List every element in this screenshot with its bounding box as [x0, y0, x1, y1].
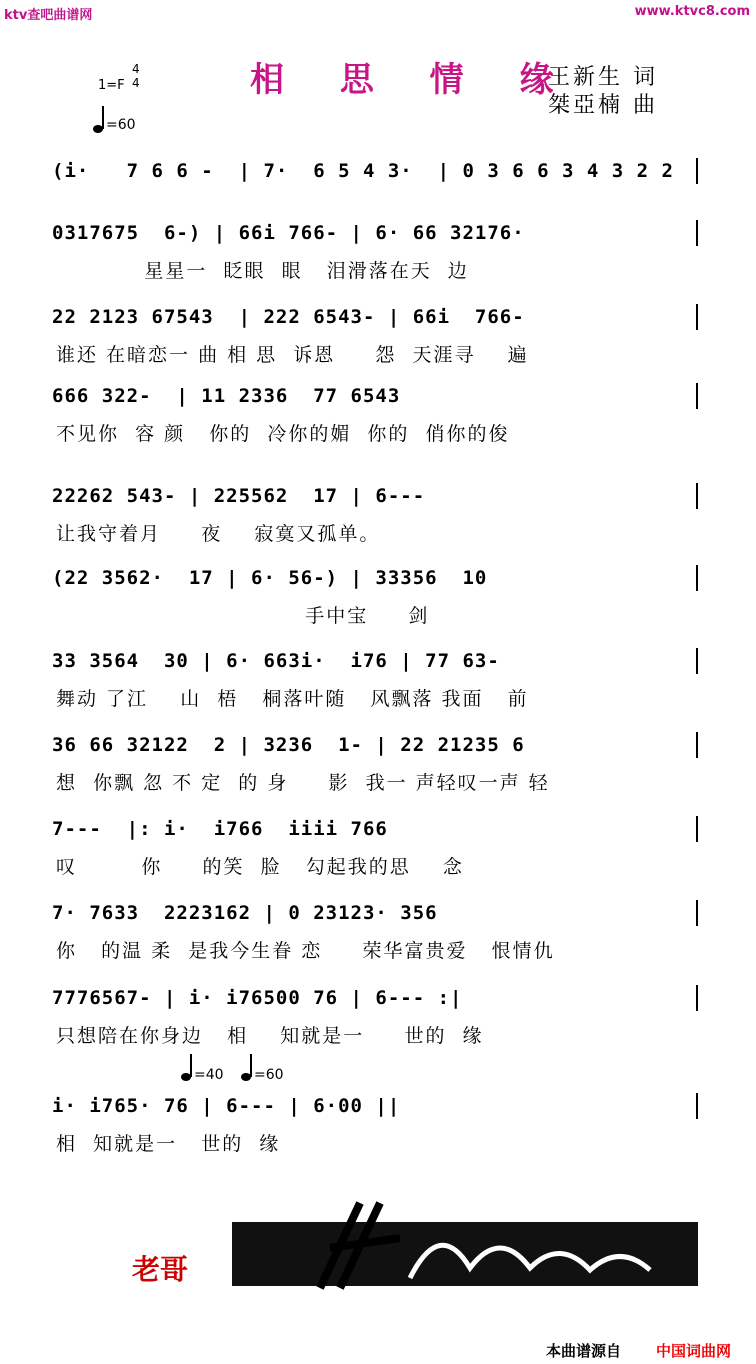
barline — [696, 483, 698, 509]
lyrics-line: 谁还 在暗恋一 曲 相 思 诉恩 怨 天涯寻 遍 — [56, 344, 529, 366]
barline — [696, 304, 698, 330]
tempo-return: =60 — [254, 1067, 284, 1083]
lyrics-line: 星星一 眨眼 眼 泪滑落在天 边 — [56, 260, 469, 282]
notes-line: 22262 543- | 225562 17 | 6--- — [52, 485, 426, 507]
tempo-slow: =40 — [194, 1067, 224, 1083]
watermark-left: ktv查吧曲谱网 — [4, 8, 93, 23]
barline — [696, 732, 698, 758]
notes-line: i· i765· 76 | 6--- | 6·00 || — [52, 1095, 401, 1117]
barline — [696, 648, 698, 674]
lyrics-line: 舞动 了江 山 梧 桐落叶随 风飘落 我面 前 — [56, 688, 529, 710]
tempo-marking: =60 — [106, 117, 136, 133]
barline — [696, 158, 698, 184]
quarter-note-icon — [240, 1052, 254, 1082]
lyrics-line: 想 你飘 忽 不 定 的 身 影 我一 声轻叹一声 轻 — [56, 772, 550, 794]
lyrics-line: 不见你 容 颜 你的 冷你的媚 你的 俏你的俊 — [56, 423, 510, 445]
lyrics-line: 只想陪在你身边 相 知就是一 世的 缘 — [56, 1025, 484, 1047]
lyricist-credit: 王新生 词 — [548, 65, 658, 90]
barline — [696, 220, 698, 246]
song-title: 相 思 情 缘 — [250, 60, 576, 100]
notes-line: 33 3564 30 | 6· 663i· i76 | 77 63- — [52, 650, 500, 672]
quarter-note-icon — [180, 1052, 194, 1082]
barline — [696, 985, 698, 1011]
notes-line: 7--- |: i· i766 iiii 766 — [52, 818, 388, 840]
signature-logo — [300, 1198, 680, 1312]
notes-line: 666 322- | 11 2336 77 6543 — [52, 385, 401, 407]
watermark-right: www.ktvc8.com — [634, 4, 750, 19]
key-signature: 1=F — [98, 78, 125, 93]
lyrics-line: 相 知就是一 世的 缘 — [56, 1133, 281, 1155]
lyrics-line: 让我守着月 夜 寂寞又孤单。 — [56, 523, 381, 545]
lyrics-line: 手中宝 剑 — [56, 605, 430, 627]
author-tag: 老哥 — [132, 1253, 189, 1286]
composer-credit: 桀亞楠 曲 — [548, 93, 658, 118]
time-sig-bottom: 4 — [132, 76, 140, 90]
quarter-note-icon — [92, 104, 106, 134]
barline — [696, 1093, 698, 1119]
notes-line: 36 66 32122 2 | 3236 1- | 22 21235 6 — [52, 734, 525, 756]
notes-line: 0317675 6-) | 66i 766- | 6· 66 32176· — [52, 222, 525, 244]
barline — [696, 900, 698, 926]
notes-line: 7776567- | i· i76500 76 | 6--- :| — [52, 987, 463, 1009]
barline — [696, 383, 698, 409]
time-sig-top: 4 — [132, 62, 140, 76]
lyrics-line: 你 的温 柔 是我今生眷 恋 荣华富贵爱 恨情仇 — [56, 940, 555, 962]
notes-line: 7· 7633 2223162 | 0 23123· 356 — [52, 902, 438, 924]
lyrics-line: 叹 你 的笑 脸 勾起我的思 念 — [56, 856, 464, 878]
barline — [696, 816, 698, 842]
notes-line: (22 3562· 17 | 6· 56-) | 33356 10 — [52, 567, 488, 589]
barline — [696, 565, 698, 591]
time-signature — [132, 62, 140, 90]
footer-source-label: 本曲谱源自 — [546, 1342, 622, 1360]
footer-source-link[interactable]: 中国词曲网 — [656, 1342, 732, 1360]
notes-line: 22 2123 67543 | 222 6543- | 66i 766- — [52, 306, 525, 328]
notes-line: (i· 7 6 6 - | 7· 6 5 4 3· | 0 3 6 6 3 4 3 2 2 — [52, 160, 674, 182]
